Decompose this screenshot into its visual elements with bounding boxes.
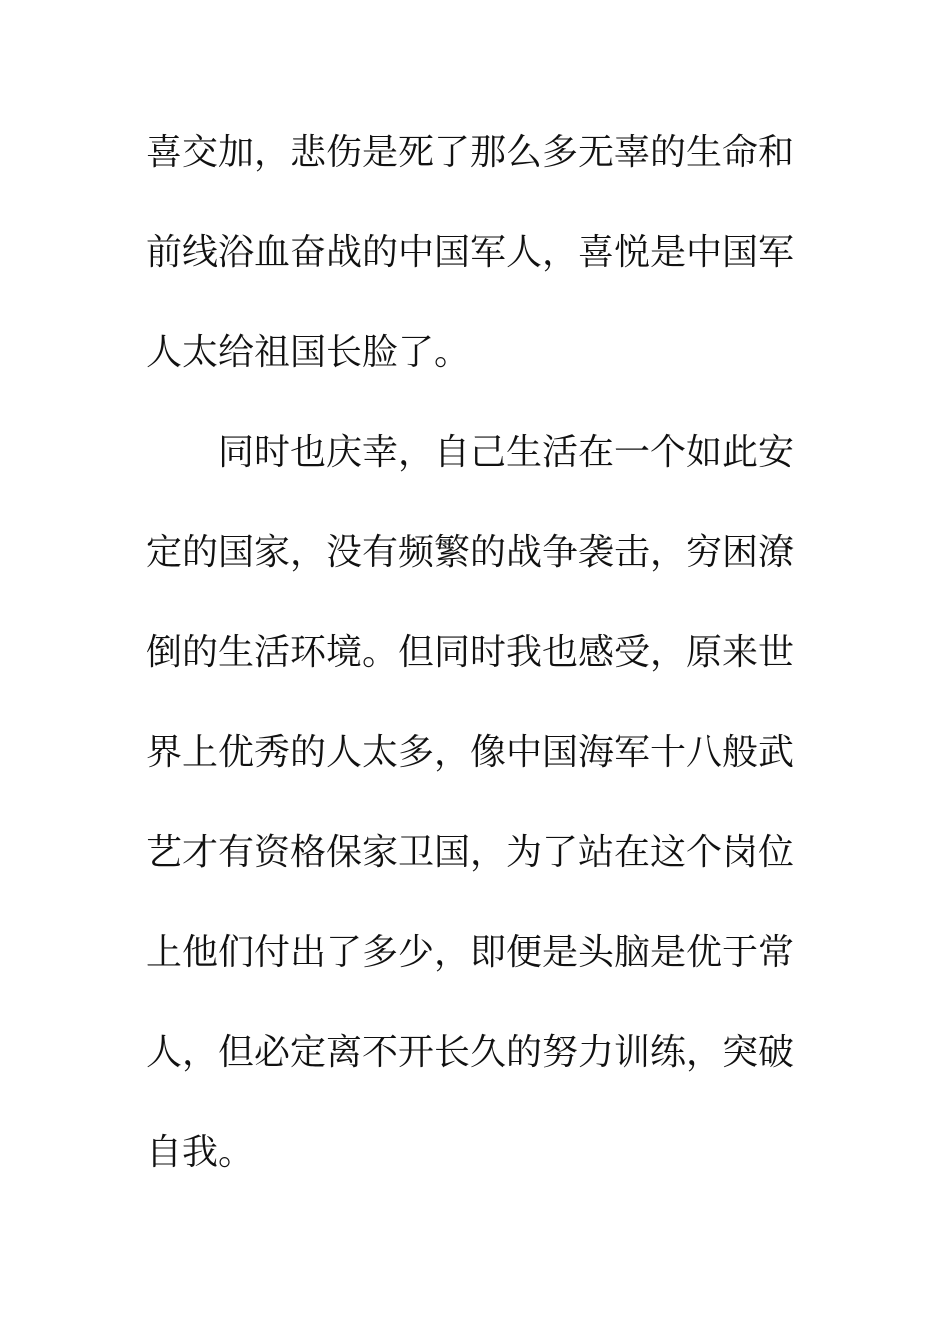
text-line: 倒的生活环境。但同时我也感受，原来世 (146, 632, 795, 673)
text-line: 上他们付出了多少，即便是头脑是优于常 (146, 932, 795, 973)
text-line: 自我。 (146, 1132, 255, 1173)
text-line: 人，但必定离不开长久的努力训练，突破 (146, 1032, 795, 1073)
text-line: 前线浴血奋战的中国军人，喜悦是中国军 (146, 232, 795, 273)
text-line: 人太给祖国长脸了。 (146, 332, 471, 373)
text-line: 艺才有资格保家卫国，为了站在这个岗位 (146, 832, 795, 873)
text-line: 喜交加，悲伤是死了那么多无辜的生命和 (146, 132, 795, 173)
text-line: 界上优秀的人太多，像中国海军十八般武 (146, 732, 795, 773)
text-line: 定的国家，没有频繁的战争袭击，穷困潦 (146, 532, 795, 573)
text-line: 同时也庆幸，自己生活在一个如此安 (218, 432, 795, 473)
